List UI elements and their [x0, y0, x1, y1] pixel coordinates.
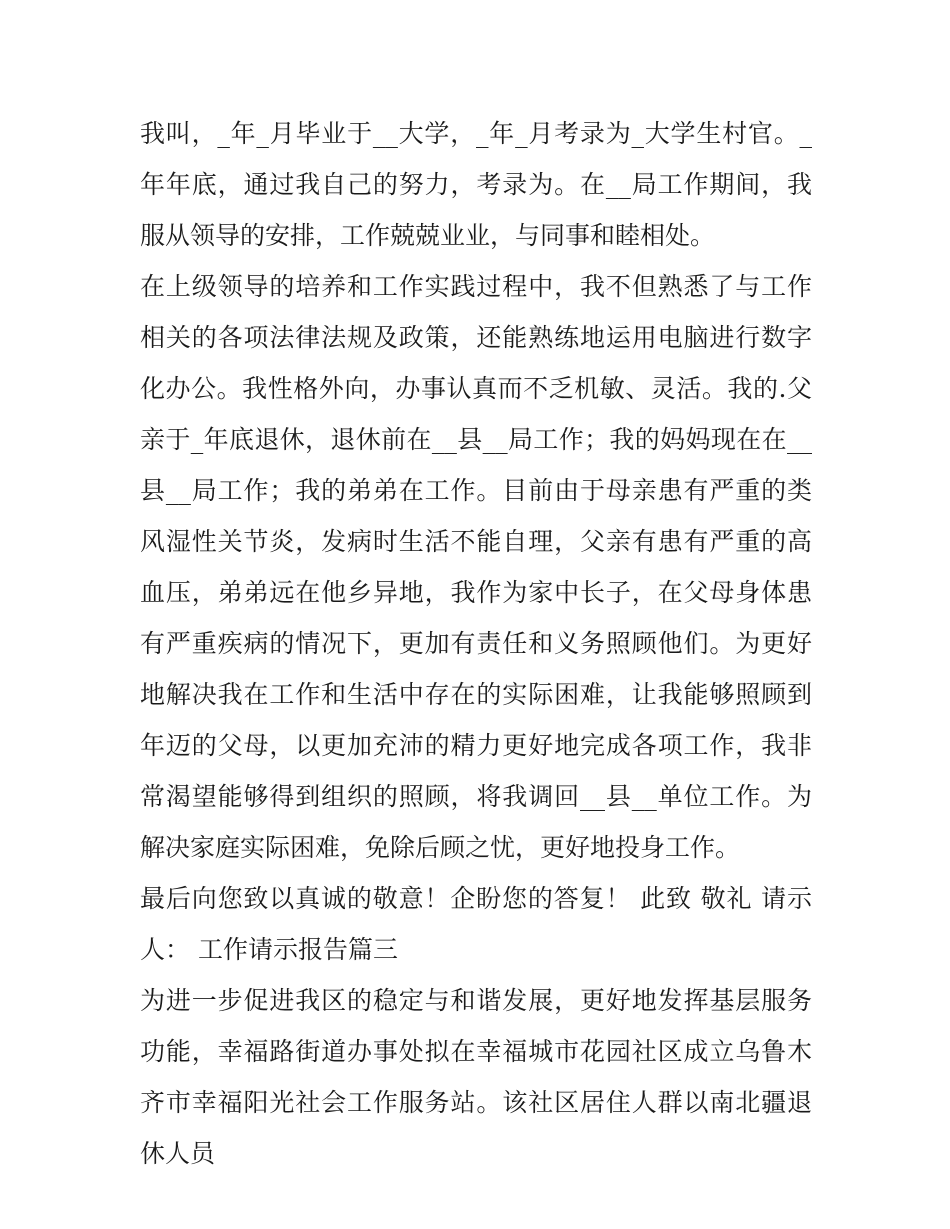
document-body — [140, 108, 812, 1179]
paragraph-3: 最后向您致以真诚的敬意！企盼您的答复！ 此致 敬礼 请示人： 工作请示报告篇三 — [140, 884, 812, 964]
paragraph-4: 为进一步促进我区的稳定与和谐发展，更好地发挥基层服务功能，幸福路街道办事处拟在幸福城市花园社区成立乌鲁木齐市幸福阳光社会工作服务站。该社区居住人群以南北疆退休人员 — [140, 986, 812, 1168]
paragraph-1: 我叫，_年_月毕业于__大学，_年_月考录为_大学生村官。_年年底，通过我自己的努力，考录为。在__局工作期间，我服从领导的安排，工作兢兢业业，与同事和睦相处。 — [140, 119, 812, 250]
paragraph-2: 在上级领导的培养和工作实践过程中，我不但熟悉了与工作相关的各项法律法规及政策，还能熟练地运用电脑进行数字化办公。我性格外向，办事认真而不乏机敏、灵活。我的.父亲于_年底退休，退休前在__县__局工作；我的妈妈现在在__县__局工作；我的弟弟在工作。目前由于母亲患有严重的类风湿性关节炎，发病时生活不能自理，父亲有患有严重的高血压，弟弟远在他乡异地，我作为家中长子，在父母身体患有严重疾病的情况下，更加有责任和义务照顾他们。为更好地解决我在工作和生活中存在的实际困难，让我能够照顾到年迈的父母，以更加充沛的精力更好地完成各项工作，我非常渴望能够得到组织的照顾，将我调回__县__单位工作。为解决家庭实际困难，免除后顾之忧，更好地投身工作。 — [140, 272, 812, 862]
